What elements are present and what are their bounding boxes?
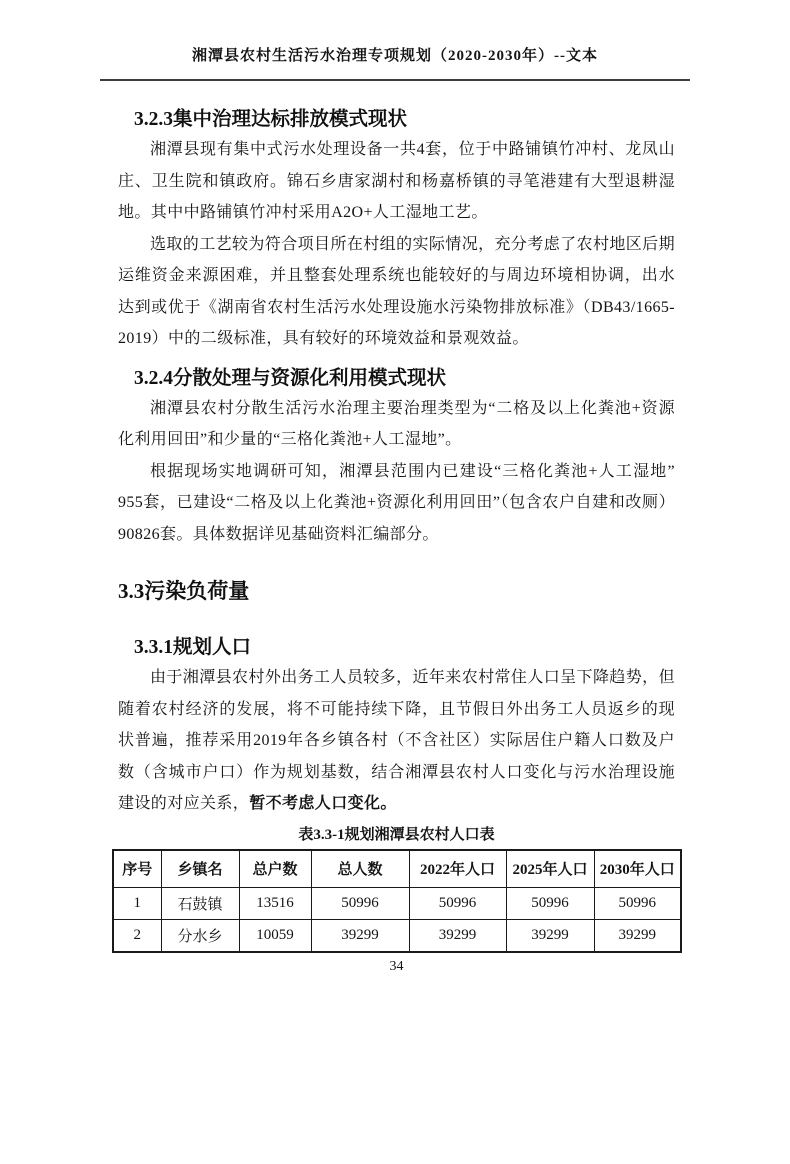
table-header-row: [113, 850, 681, 888]
section-heading-3-2-4: 3.2.4分散处理与资源化利用模式现状: [134, 367, 447, 389]
section-heading-3-3-1: 3.3.1规划人口: [134, 637, 252, 658]
paragraph: 湘潭县农村分散生活污水治理主要治理类型为“二格及以上化粪池+资源化利用回田”和少量的“三格化粪池+人工湿地”。: [118, 399, 675, 448]
page-header-title: 湘潭县农村生活污水治理专项规划（2020-2030年）--文本: [192, 48, 598, 64]
section-heading-3-2-3: 3.2.3集中治理达标排放模式现状: [134, 109, 408, 130]
paragraph-text-bold: 暂不考虑人口变化。: [249, 795, 397, 812]
table-header-cell: 总人数: [311, 850, 409, 888]
table-caption: 表3.3-1规划湘潭县农村人口表: [298, 826, 495, 843]
table-cell: 2: [113, 919, 161, 952]
paragraph: 根据现场实地调研可知，湘潭县范围内已建设“三格化粪池+人工湿地”955套，已建设“二格及以上化粪池+资源化利用回田”（包含农户自建和改厕）90826套。具体数据详见基础资料汇编部分。: [118, 462, 675, 543]
table-header-cell: 2030年人口: [594, 850, 681, 888]
paragraph-text: 由于湘潭县农村外出务工人员较多，近年来农村常住人口呈下降趋势，但随着农村经济的发展，将不可能持续下降，且节假日外出务工人员返乡的现状普遍，推荐采用2019年各乡镇各村（不含社区）实际居住户籍人口数及户数（含城市户口）作为规划基数，结合湘潭县农村人口变化与污水治理设施建设的对应关系，: [118, 669, 675, 812]
table-cell: 39299: [594, 919, 681, 952]
table-cell: 50996: [311, 887, 409, 919]
table-cell: 石鼓镇: [161, 887, 239, 919]
population-table: [112, 849, 682, 953]
page-number: 34: [389, 958, 404, 974]
paragraph: 湘潭县现有集中式污水处理设备一共4套，位于中路铺镇竹冲村、龙凤山庄、卫生院和镇政府。锦石乡唐家湖村和杨嘉桥镇的寻笔港建有大型退耕湿地。其中中路铺镇竹冲村采用A2O+人工湿地工艺。: [118, 141, 675, 221]
table-header-cell: 总户数: [239, 850, 311, 888]
document-page: [0, 46, 790, 1164]
table-cell: 分水乡: [161, 919, 239, 952]
table-cell: 50996: [506, 887, 594, 919]
table-cell: 39299: [506, 919, 594, 952]
table-cell: 10059: [239, 919, 311, 952]
table-cell: 50996: [409, 887, 506, 919]
section-heading-3-3: 3.3污染负荷量: [118, 579, 250, 603]
table-cell: 39299: [409, 919, 506, 952]
page-header: [100, 46, 690, 81]
paragraph: [118, 662, 675, 820]
table-header-cell: 2022年人口: [409, 850, 506, 888]
table-cell: 13516: [239, 887, 311, 919]
table-row: [113, 919, 681, 952]
table-cell: 50996: [594, 887, 681, 919]
table-cell: 39299: [311, 919, 409, 952]
paragraph: 选取的工艺较为符合项目所在村组的实际情况，充分考虑了农村地区后期运维资金来源困难，并且整套处理系统也能较好的与周边环境相协调，出水达到或优于《湖南省农村生活污水处理设施水污染物排放标准》（DB43/1665-2019）中的二级标准，具有较好的环境效益和景观效益。: [118, 235, 675, 347]
table-cell: 1: [113, 887, 161, 919]
table-header-cell: 2025年人口: [506, 850, 594, 888]
page-content: [0, 106, 790, 975]
table-row: [113, 887, 681, 919]
table-header-cell: 乡镇名: [161, 850, 239, 888]
table-header-cell: 序号: [113, 850, 161, 888]
